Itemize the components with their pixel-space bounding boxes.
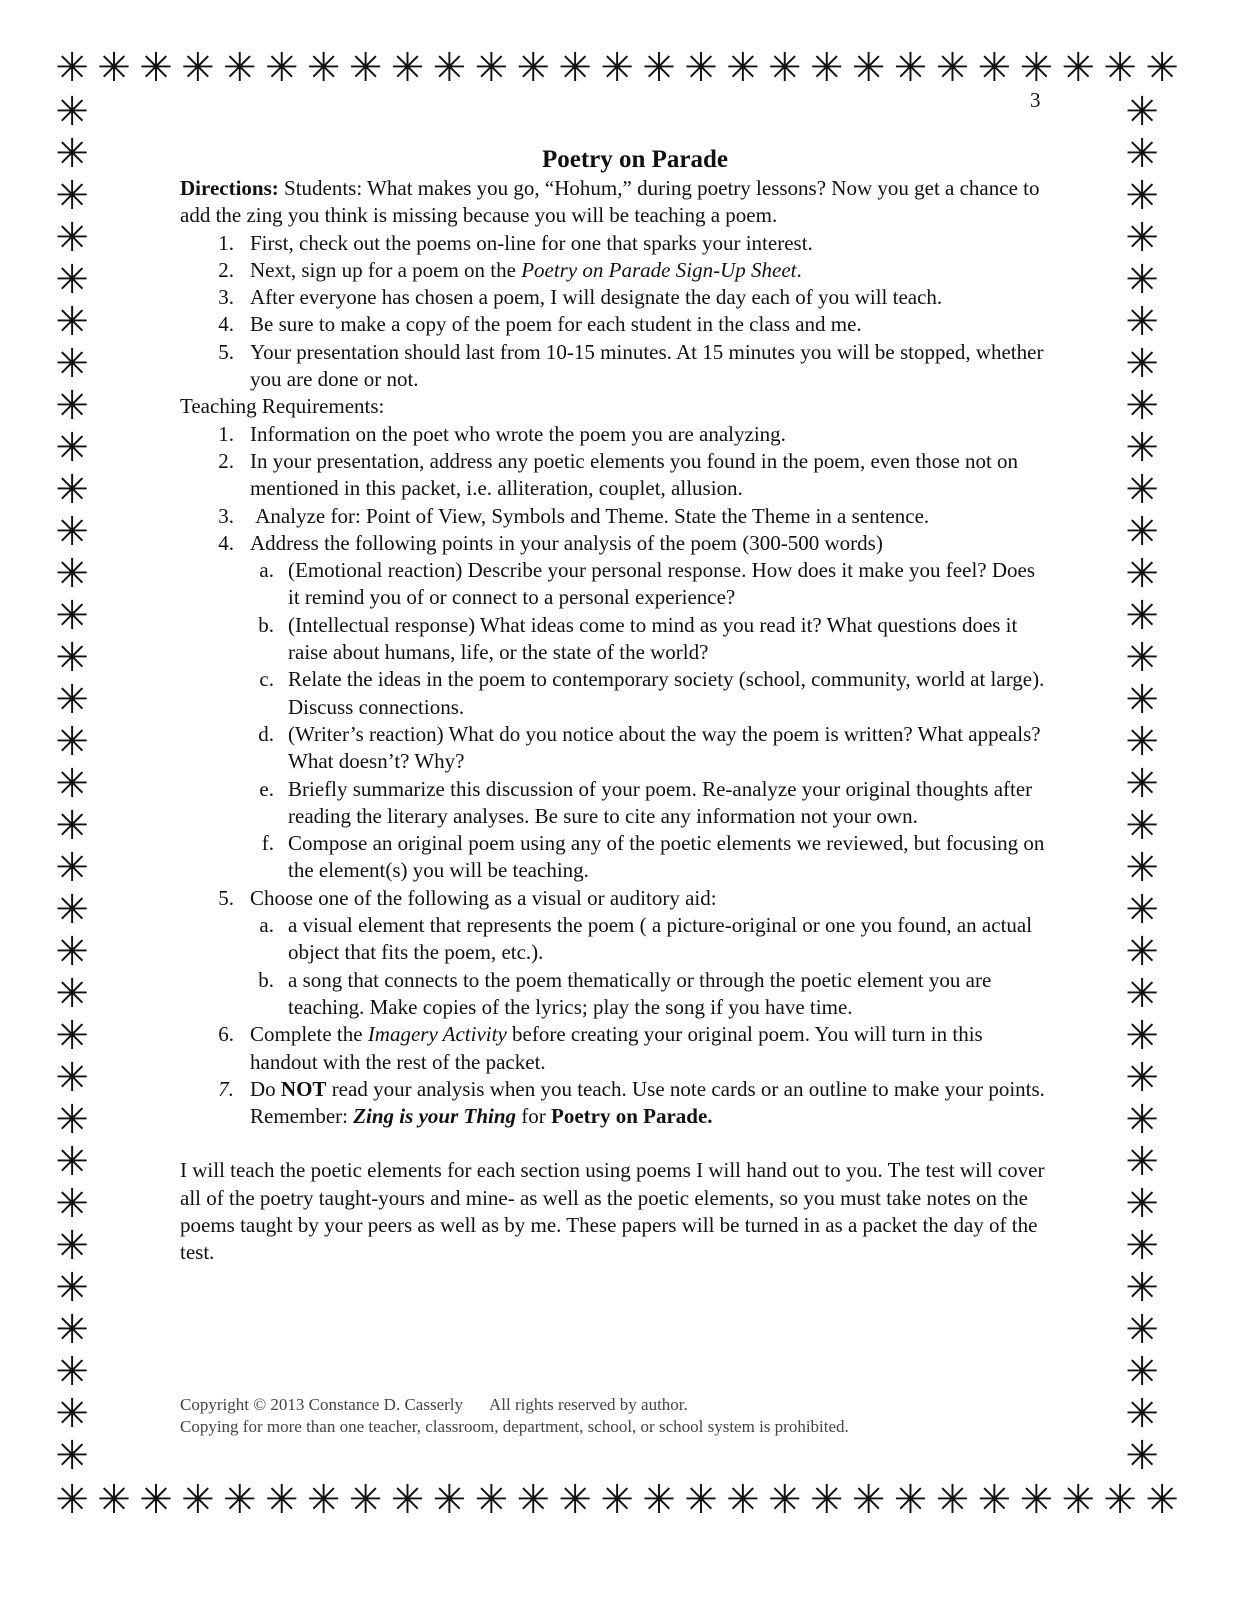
asterisk-ornament-icon: ✳ bbox=[1125, 551, 1159, 597]
asterisk-ornament-icon: ✳ bbox=[55, 45, 89, 91]
asterisk-ornament-icon: ✳ bbox=[1125, 593, 1159, 639]
list-number: 4. bbox=[218, 530, 234, 555]
page-number: 3 bbox=[1030, 88, 1041, 112]
list-text: Compose an original poem using any of the poetic elements we reviewed, but focusing on the element(s) you will be teaching. bbox=[288, 831, 1045, 883]
sub-list-item bbox=[180, 967, 1050, 1022]
asterisk-ornament-icon: ✳ bbox=[809, 45, 844, 91]
list-number: 7. bbox=[218, 1076, 234, 1101]
asterisk-ornament-icon: ✳ bbox=[55, 425, 89, 471]
asterisk-ornament-icon: ✳ bbox=[55, 1307, 89, 1353]
list-item bbox=[180, 530, 1050, 557]
asterisk-ornament-icon: ✳ bbox=[1125, 425, 1159, 471]
asterisk-ornament-icon: ✳ bbox=[642, 45, 676, 91]
asterisk-ornament-icon: ✳ bbox=[851, 1477, 886, 1523]
asterisk-ornament-icon: ✳ bbox=[432, 45, 467, 91]
asterisk-ornament-icon: ✳ bbox=[1125, 1097, 1159, 1143]
page-title: Poetry on Parade bbox=[541, 146, 729, 173]
list-text: First, check out the poems on-line for one that sparks your interest. bbox=[250, 230, 813, 255]
list-letter: c. bbox=[259, 667, 274, 692]
asterisk-ornament-icon: ✳ bbox=[1125, 1391, 1159, 1437]
sub-list-item bbox=[180, 776, 1050, 831]
asterisk-ornament-icon: ✳ bbox=[1019, 45, 1053, 91]
list-text: Relate the ideas in the poem to contemporary society (school, community, world at large). Discuss connections. bbox=[288, 667, 1045, 719]
asterisk-ornament-icon: ✳ bbox=[55, 215, 89, 261]
list-text: (Writer’s reaction) What do you notice about the way the poem is written? What appeals? What doesn’t? Why? bbox=[288, 721, 1041, 774]
asterisk-ornament-icon: ✳ bbox=[264, 45, 299, 91]
asterisk-ornament-icon: ✳ bbox=[55, 887, 89, 933]
asterisk-ornament-icon: ✳ bbox=[55, 803, 89, 849]
list-item bbox=[180, 448, 1050, 503]
list-number: 5. bbox=[218, 339, 234, 364]
list-number: 2. bbox=[218, 257, 234, 282]
asterisk-ornament-icon: ✳ bbox=[55, 593, 89, 639]
asterisk-ornament-icon: ✳ bbox=[1125, 761, 1159, 807]
asterisk-ornament-icon: ✳ bbox=[348, 45, 383, 91]
asterisk-ornament-icon: ✳ bbox=[55, 1139, 89, 1185]
sub-list-item bbox=[180, 557, 1050, 612]
copying-notice: Copying for more than one teacher, classroom, department, school, or school system is prohibited. bbox=[180, 1417, 849, 1436]
asterisk-ornament-icon: ✳ bbox=[55, 1097, 89, 1143]
requirements-list bbox=[180, 421, 1050, 1131]
asterisk-ornament-icon: ✳ bbox=[55, 1013, 89, 1059]
list-text: a song that connects to the poem thematically or through the poetic element you are teaching. Make copies of the lyrics; play the song if you have time. bbox=[288, 967, 992, 1019]
decorative-border-right bbox=[1120, 89, 1164, 1479]
asterisk-ornament-icon: ✳ bbox=[55, 89, 89, 135]
asterisk-ornament-icon: ✳ bbox=[1125, 1139, 1159, 1185]
asterisk-ornament-icon: ✳ bbox=[139, 45, 173, 91]
list-item bbox=[180, 1021, 1050, 1076]
asterisk-ornament-icon: ✳ bbox=[893, 45, 928, 91]
directions-text: Students: What makes you go, “Hohum,” during poetry lessons? Now you get a chance to add the zing you think is missing because you will be teaching a poem. bbox=[180, 176, 1040, 228]
list-number: 5. bbox=[218, 885, 234, 910]
asterisk-ornament-icon: ✳ bbox=[1103, 1477, 1137, 1523]
list-text: In your presentation, address any poetic elements you found in the poem, even those not on mentioned in this packet, i.e. alliteration, couplet, allusion. bbox=[250, 448, 1019, 501]
list-text: (Intellectual response) What ideas come to mind as you read it? What questions does it raise about humans, life, or the state of the world? bbox=[288, 612, 1018, 665]
asterisk-ornament-icon: ✳ bbox=[474, 1477, 508, 1523]
list-text: Be sure to make a copy of the poem for each student in the class and me. bbox=[250, 312, 862, 337]
list-item bbox=[180, 885, 1050, 912]
asterisk-ornament-icon: ✳ bbox=[306, 1477, 341, 1523]
asterisk-ornament-icon: ✳ bbox=[55, 929, 89, 975]
sub-list-item bbox=[180, 830, 1050, 885]
asterisk-ornament-icon: ✳ bbox=[1125, 803, 1159, 849]
asterisk-ornament-icon: ✳ bbox=[55, 1477, 89, 1523]
asterisk-ornament-icon: ✳ bbox=[1019, 1477, 1053, 1523]
asterisk-ornament-icon: ✳ bbox=[55, 1181, 89, 1227]
list-number: 1. bbox=[218, 230, 234, 255]
asterisk-ornament-icon: ✳ bbox=[1125, 383, 1159, 429]
list-item bbox=[180, 503, 1050, 530]
asterisk-ornament-icon: ✳ bbox=[97, 1477, 131, 1523]
asterisk-ornament-icon: ✳ bbox=[1125, 257, 1159, 303]
asterisk-ornament-icon: ✳ bbox=[348, 1477, 383, 1523]
asterisk-ornament-icon: ✳ bbox=[1125, 887, 1159, 933]
asterisk-ornament-icon: ✳ bbox=[1125, 1013, 1159, 1059]
requirements-heading: Teaching Requirements: bbox=[180, 394, 385, 419]
asterisk-ornament-icon: ✳ bbox=[1125, 89, 1159, 135]
list-letter: d. bbox=[258, 721, 274, 746]
asterisk-ornament-icon: ✳ bbox=[55, 383, 89, 429]
asterisk-ornament-icon: ✳ bbox=[558, 1477, 592, 1523]
asterisk-ornament-icon: ✳ bbox=[55, 173, 89, 219]
asterisk-ornament-icon: ✳ bbox=[1125, 1307, 1159, 1353]
list-item bbox=[180, 339, 1050, 394]
asterisk-ornament-icon: ✳ bbox=[55, 509, 89, 555]
asterisk-ornament-icon: ✳ bbox=[725, 1477, 760, 1523]
list-text: a visual element that represents the poem ( a picture-original or one you found, an actual object that fits the poem, etc.). bbox=[288, 913, 1033, 965]
asterisk-ornament-icon: ✳ bbox=[306, 45, 341, 91]
asterisk-ornament-icon: ✳ bbox=[1125, 509, 1159, 555]
list-letter: b. bbox=[258, 612, 274, 637]
list-number: 3. bbox=[218, 503, 234, 528]
list-text: Briefly summarize this discussion of your poem. Re-analyze your original thoughts after reading the literary analyses. Be sure to cite any information not your own. bbox=[288, 776, 1033, 828]
asterisk-ornament-icon: ✳ bbox=[1125, 1349, 1159, 1395]
asterisk-ornament-icon: ✳ bbox=[600, 1477, 634, 1523]
list-number: 4. bbox=[218, 312, 234, 337]
asterisk-ornament-icon: ✳ bbox=[55, 341, 89, 387]
asterisk-ornament-icon: ✳ bbox=[390, 1477, 425, 1523]
asterisk-ornament-icon: ✳ bbox=[55, 257, 89, 303]
asterisk-ornament-icon: ✳ bbox=[684, 45, 718, 91]
asterisk-ornament-icon: ✳ bbox=[558, 45, 592, 91]
asterisk-ornament-icon: ✳ bbox=[1145, 1477, 1179, 1523]
asterisk-ornament-icon: ✳ bbox=[1125, 719, 1159, 765]
sub-list-item bbox=[180, 666, 1050, 721]
closing-paragraph: I will teach the poetic elements for each section using poems I will hand out to you. The test will cover all of the poetry taught-yours and mine- as well as the poetic elements, so you must take notes on the poems taught by your peers as well as by me. These papers will be turned in as a packet the day of the test. bbox=[180, 1158, 1045, 1265]
copyright-footer bbox=[180, 1394, 849, 1438]
asterisk-ornament-icon: ✳ bbox=[1125, 677, 1159, 723]
asterisk-ornament-icon: ✳ bbox=[1125, 845, 1159, 891]
steps-list bbox=[180, 230, 1050, 394]
asterisk-ornament-icon: ✳ bbox=[767, 1477, 802, 1523]
asterisk-ornament-icon: ✳ bbox=[977, 45, 1012, 91]
asterisk-ornament-icon: ✳ bbox=[55, 761, 89, 807]
asterisk-ornament-icon: ✳ bbox=[1125, 1433, 1159, 1479]
list-text: Information on the poet who wrote the poem you are analyzing. bbox=[250, 421, 786, 446]
asterisk-ornament-icon: ✳ bbox=[55, 1223, 89, 1269]
decorative-border-left bbox=[50, 89, 94, 1479]
list-number: 3. bbox=[218, 285, 234, 310]
asterisk-ornament-icon: ✳ bbox=[1145, 45, 1179, 91]
list-text: (Emotional reaction) Describe your personal response. How does it make you feel? Does it remind you of or connect to a personal experience? bbox=[288, 558, 1036, 610]
decorative-border-top bbox=[52, 46, 1182, 90]
list-item bbox=[180, 311, 1050, 338]
list-text: Choose one of the following as a visual or auditory aid: bbox=[250, 885, 717, 910]
list-item bbox=[180, 257, 1050, 284]
asterisk-ornament-icon: ✳ bbox=[55, 677, 89, 723]
asterisk-ornament-icon: ✳ bbox=[55, 551, 89, 597]
directions-label: Directions: bbox=[180, 176, 279, 200]
list-item bbox=[180, 230, 1050, 257]
asterisk-ornament-icon: ✳ bbox=[474, 45, 508, 91]
asterisk-ornament-icon: ✳ bbox=[181, 45, 215, 91]
list-letter: a. bbox=[259, 558, 274, 583]
asterisk-ornament-icon: ✳ bbox=[222, 1477, 257, 1523]
sub-list-item bbox=[180, 612, 1050, 667]
asterisk-ornament-icon: ✳ bbox=[55, 1391, 89, 1437]
asterisk-ornament-icon: ✳ bbox=[642, 1477, 676, 1523]
list-number: 1. bbox=[218, 421, 234, 446]
asterisk-ornament-icon: ✳ bbox=[935, 1477, 970, 1523]
asterisk-ornament-icon: ✳ bbox=[851, 45, 886, 91]
list-text: Next, sign up for a poem on the Poetry on Parade Sign-Up Sheet. bbox=[250, 257, 802, 282]
list-number: 6. bbox=[218, 1022, 234, 1047]
asterisk-ornament-icon: ✳ bbox=[977, 1477, 1012, 1523]
asterisk-ornament-icon: ✳ bbox=[390, 45, 425, 91]
asterisk-ornament-icon: ✳ bbox=[264, 1477, 299, 1523]
list-text: Your presentation should last from 10-15 minutes. At 15 minutes you will be stopped, whether you are done or not. bbox=[250, 339, 1044, 392]
asterisk-ornament-icon: ✳ bbox=[222, 45, 257, 91]
directions-paragraph bbox=[180, 175, 1050, 230]
asterisk-ornament-icon: ✳ bbox=[767, 45, 802, 91]
copyright-text: Copyright © 2013 Constance D. Casserly bbox=[180, 1395, 463, 1414]
decorative-border-bottom bbox=[52, 1478, 1182, 1522]
list-number: 2. bbox=[218, 448, 234, 473]
asterisk-ornament-icon: ✳ bbox=[55, 845, 89, 891]
sub-list-item bbox=[180, 912, 1050, 967]
list-letter: e. bbox=[259, 776, 274, 801]
asterisk-ornament-icon: ✳ bbox=[55, 299, 89, 345]
asterisk-ornament-icon: ✳ bbox=[1125, 341, 1159, 387]
rights-text: All rights reserved by author. bbox=[489, 1395, 688, 1414]
asterisk-ornament-icon: ✳ bbox=[181, 1477, 215, 1523]
asterisk-ornament-icon: ✳ bbox=[55, 131, 89, 177]
list-text: After everyone has chosen a poem, I will designate the day each of you will teach. bbox=[250, 285, 943, 310]
list-item bbox=[180, 421, 1050, 448]
asterisk-ornament-icon: ✳ bbox=[1125, 173, 1159, 219]
asterisk-ornament-icon: ✳ bbox=[1125, 131, 1159, 177]
asterisk-ornament-icon: ✳ bbox=[684, 1477, 718, 1523]
asterisk-ornament-icon: ✳ bbox=[1125, 1265, 1159, 1311]
asterisk-ornament-icon: ✳ bbox=[1125, 215, 1159, 261]
asterisk-ornament-icon: ✳ bbox=[139, 1477, 173, 1523]
asterisk-ornament-icon: ✳ bbox=[55, 1055, 89, 1101]
asterisk-ornament-icon: ✳ bbox=[1125, 929, 1159, 975]
sub-list-item bbox=[180, 721, 1050, 776]
asterisk-ornament-icon: ✳ bbox=[893, 1477, 928, 1523]
list-text: Analyze for: Point of View, Symbols and Theme. State the Theme in a sentence. bbox=[250, 503, 930, 528]
asterisk-ornament-icon: ✳ bbox=[55, 1433, 89, 1479]
asterisk-ornament-icon: ✳ bbox=[1061, 45, 1095, 91]
asterisk-ornament-icon: ✳ bbox=[55, 467, 89, 513]
asterisk-ornament-icon: ✳ bbox=[516, 1477, 550, 1523]
list-letter: b. bbox=[258, 967, 274, 992]
asterisk-ornament-icon: ✳ bbox=[1125, 299, 1159, 345]
asterisk-ornament-icon: ✳ bbox=[1125, 467, 1159, 513]
asterisk-ornament-icon: ✳ bbox=[1061, 1477, 1095, 1523]
asterisk-ornament-icon: ✳ bbox=[809, 1477, 844, 1523]
asterisk-ornament-icon: ✳ bbox=[1125, 1055, 1159, 1101]
asterisk-ornament-icon: ✳ bbox=[55, 971, 89, 1017]
list-letter: a. bbox=[259, 913, 274, 938]
asterisk-ornament-icon: ✳ bbox=[935, 45, 970, 91]
asterisk-ornament-icon: ✳ bbox=[600, 45, 634, 91]
list-letter: f. bbox=[261, 831, 274, 856]
asterisk-ornament-icon: ✳ bbox=[516, 45, 550, 91]
asterisk-ornament-icon: ✳ bbox=[1103, 45, 1137, 91]
asterisk-ornament-icon: ✳ bbox=[55, 719, 89, 765]
asterisk-ornament-icon: ✳ bbox=[55, 635, 89, 681]
list-text: Do NOT read your analysis when you teach. Use note cards or an outline to make your points. Remember: Zing is your Thing for Poetry on Parade. bbox=[250, 1076, 1045, 1129]
document-body bbox=[180, 144, 1050, 1267]
asterisk-ornament-icon: ✳ bbox=[55, 1265, 89, 1311]
asterisk-ornament-icon: ✳ bbox=[1125, 1181, 1159, 1227]
asterisk-ornament-icon: ✳ bbox=[1125, 635, 1159, 681]
asterisk-ornament-icon: ✳ bbox=[432, 1477, 467, 1523]
list-item bbox=[180, 284, 1050, 311]
asterisk-ornament-icon: ✳ bbox=[725, 45, 760, 91]
asterisk-ornament-icon: ✳ bbox=[97, 45, 131, 91]
asterisk-ornament-icon: ✳ bbox=[55, 1349, 89, 1395]
list-text: Complete the Imagery Activity before creating your original poem. You will turn in this handout with the rest of the packet. bbox=[250, 1022, 983, 1074]
list-text: Address the following points in your analysis of the poem (300-500 words) bbox=[250, 530, 883, 555]
asterisk-ornament-icon: ✳ bbox=[1125, 1223, 1159, 1269]
asterisk-ornament-icon: ✳ bbox=[1125, 971, 1159, 1017]
list-item bbox=[180, 1076, 1050, 1131]
